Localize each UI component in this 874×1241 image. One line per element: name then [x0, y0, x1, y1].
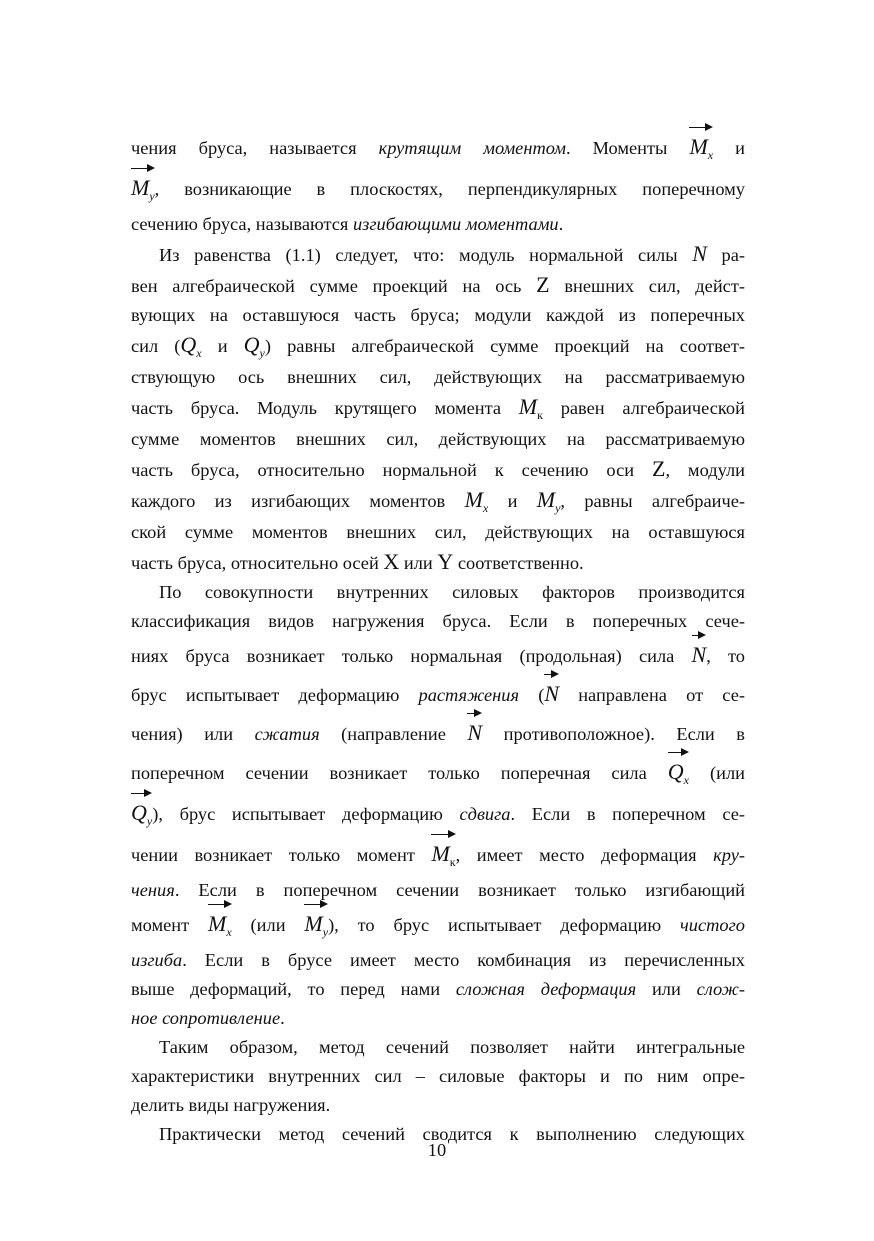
text-line: ное сопротивление.: [131, 1008, 285, 1028]
text-line: Практически метод сечений сводится к выполнению следующих: [159, 1124, 745, 1144]
paragraph-1: [131, 128, 745, 239]
text-line: часть бруса, относительно нормальной к сечению оси Z, модули: [131, 456, 745, 481]
text-line: сечению бруса, называются изгибающими моментами.: [131, 214, 564, 234]
text-line: часть бруса, относительно осей X или Y соответственно.: [131, 549, 584, 574]
text-line: брус испытывает деформацию растяжения (N направлена от се-: [131, 675, 745, 714]
text-line: По совокупности внутренних силовых факторов производится: [159, 582, 745, 602]
text-line: ниях бруса возникает только нормальная (продольная) сила N, то: [131, 636, 745, 675]
text-line: чения бруса, называется крутящим моментом. Моменты $M_x$ и: [131, 128, 745, 169]
text-line: $M_y$, возникающие в плоскостях, перпендикулярных поперечному: [131, 169, 745, 210]
text-line: чении возникает только момент $M_к$, имеет место деформация кру-: [131, 835, 745, 876]
vector-mx: $M_x$: [689, 128, 713, 169]
paragraph-4: [131, 1033, 745, 1120]
text-line: выше деформаций, то перед нами сложная деформация или слож-: [131, 979, 745, 999]
text-line: ской сумме моментов внешних сил, действующих на оставшуюся: [131, 522, 745, 542]
vector-mk: $M_к$: [431, 835, 455, 876]
text-line: чения. Если в поперечном сечении возникает только изгибающий: [131, 880, 745, 900]
text-line: поперечном сечении возникает только поперечная сила $Q_x$ (или: [131, 753, 745, 794]
text-line: каждого из изгибающих моментов $M_x$ и $M_y$, равны алгебраиче-: [131, 487, 745, 515]
vector-my: $M_y$: [131, 169, 155, 210]
text-line: Таким образом, метод сечений позволяет найти интегральные: [159, 1037, 745, 1057]
vector-qx: $Q_x$: [668, 753, 689, 794]
text-line: вен алгебраической сумме проекций на ось Z внешних сил, дейст-: [131, 272, 745, 297]
text-line: сумме моментов внешних сил, действующих на рассматриваемую: [131, 429, 745, 449]
text-line: Из равенства (1.1) следует, что: модуль нормальной силы N ра-: [159, 241, 745, 266]
text-line: изгиба. Если в брусе имеет место комбинация из перечисленных: [131, 950, 745, 970]
paragraph-3: [131, 578, 745, 1033]
text-line: характеристики внутренних сил – силовые факторы и по ним опре-: [131, 1066, 745, 1086]
vector-n: N: [692, 636, 707, 674]
vector-n: N: [544, 675, 559, 713]
text-line: часть бруса. Модуль крутящего момента $M_к$ равен алгебраической: [131, 394, 745, 422]
document-body: [131, 128, 745, 1149]
page-number: 10: [427, 1140, 447, 1160]
text-line: делить виды нагружения.: [131, 1095, 331, 1115]
text-line: $Q_y$), брус испытывает деформацию сдвига. Если в поперечном се-: [131, 794, 745, 835]
text-line: классификация видов нагружения бруса. Если в поперечных сече-: [131, 611, 745, 631]
text-line: момент $M_x$ (или $M_y$), то брус испытывает деформацию чистого: [131, 905, 745, 946]
paragraph-2: [131, 239, 745, 578]
text-line: чения) или сжатия (направление N противоположное). Если в: [131, 714, 745, 753]
vector-n: N: [467, 714, 482, 752]
text-line: вующих на оставшуюся часть бруса; модули каждой из поперечных: [131, 305, 745, 325]
text-line: сил ($Q_x$ и $Q_y$) равны алгебраической сумме проекций на соответ-: [131, 332, 745, 360]
vector-mx: $M_x$: [208, 905, 232, 946]
text-line: ствующую ось внешних сил, действующих на рассматриваемую: [131, 367, 745, 387]
vector-my: $M_y$: [304, 905, 328, 946]
vector-qy: $Q_y$: [131, 794, 152, 835]
